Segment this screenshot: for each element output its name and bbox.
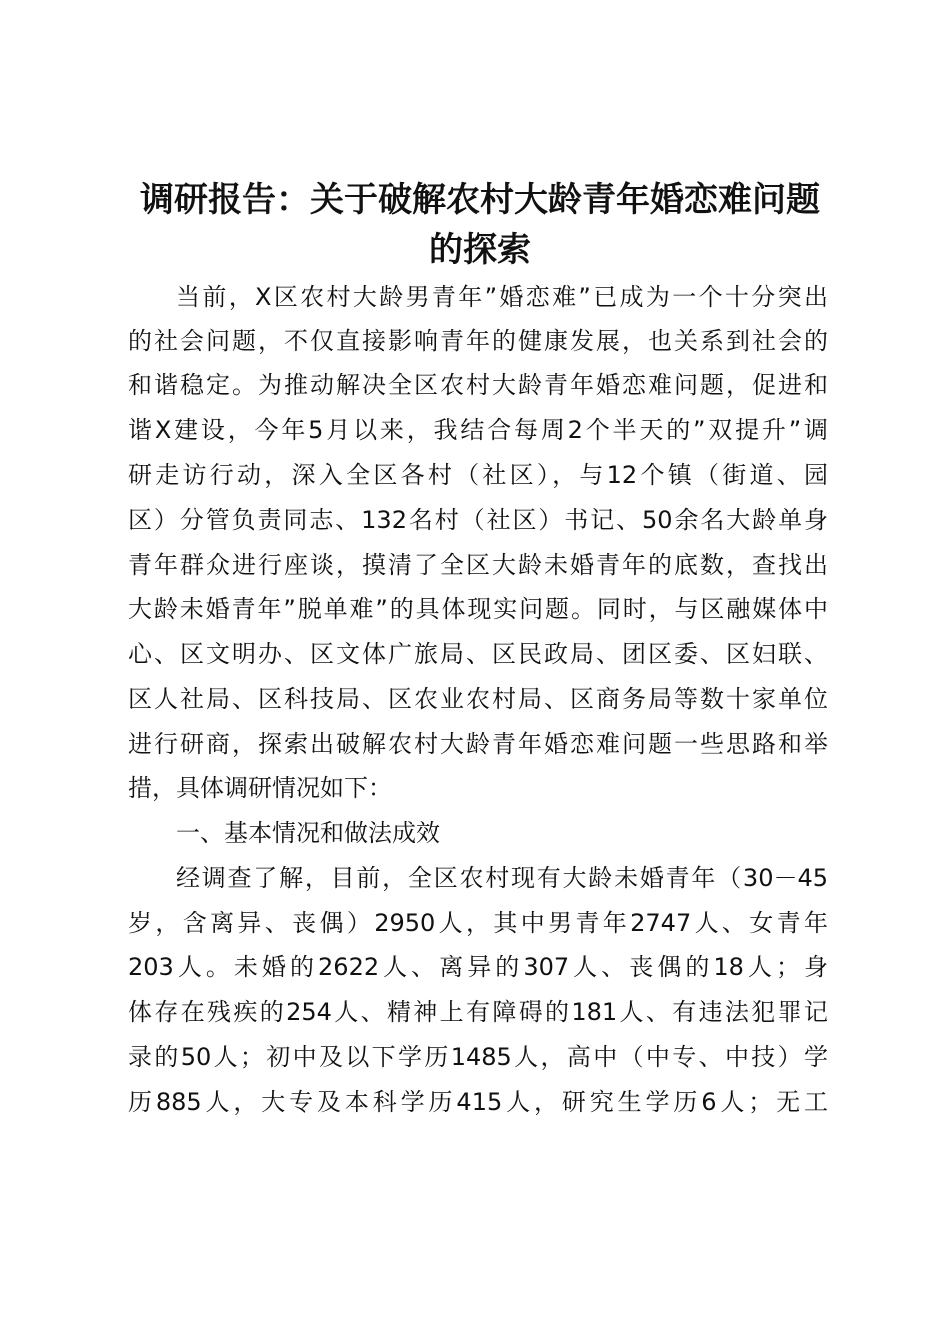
- body-line-19: 历885人，大专及本科学历415人，研究生学历6人；无工: [128, 1088, 828, 1116]
- document-title-line-2: 的探索: [429, 230, 531, 270]
- body-line-18: 录的50人；初中及以下学历1485人，高中（中专、中技）学: [128, 1043, 828, 1071]
- body-line-12: 措，具体调研情况如下：: [128, 774, 392, 802]
- body-line-5: 研走访行动，深入全区各村（社区），与12个镇（街道、园: [128, 461, 828, 489]
- body-line-10: 区人社局、区科技局、区农业农村局、区商务局等数十家单位: [128, 685, 828, 713]
- body-line-8: 大龄未婚青年”脱单难”的具体现实问题。同时，与区融媒体中: [128, 595, 828, 623]
- body-line-11: 进行研商，探索出破解农村大龄青年婚恋难问题一些思路和举: [128, 730, 828, 758]
- body-line-7: 青年群众进行座谈，摸清了全区大龄未婚青年的底数，查找出: [128, 551, 828, 579]
- body-line-17: 体存在残疾的254人、精神上有障碍的181人、有违法犯罪记: [128, 998, 828, 1026]
- section-heading: 一、基本情况和做法成效: [176, 819, 440, 847]
- body-line-2: 的社会问题，不仅直接影响青年的健康发展，也关系到社会的: [128, 327, 828, 355]
- body-line-6: 区）分管负责同志、132名村（社区）书记、50余名大龄单身: [128, 506, 828, 534]
- body-line-16: 203人。未婚的2622人、离异的307人、丧偶的18人；身: [128, 953, 828, 981]
- body-line-1: 当前，X区农村大龄男青年”婚恋难”已成为一个十分突出: [176, 283, 828, 311]
- body-line-9: 心、区文明办、区文体广旅局、区民政局、团区委、区妇联、: [128, 640, 828, 668]
- body-line-3: 和谐稳定。为推动解决全区农村大龄青年婚恋难问题，促进和: [128, 371, 828, 399]
- body-line-14: 经调查了解，目前，全区农村现有大龄未婚青年（30－45: [176, 864, 828, 892]
- body-line-15: 岁，含离异、丧偶）2950人，其中男青年2747人、女青年: [128, 909, 828, 937]
- body-line-4: 谐X建设，今年5月以来，我结合每周2个半天的”双提升”调: [128, 416, 828, 444]
- document-title-line-1: 调研报告：关于破解农村大龄青年婚恋难问题: [140, 180, 820, 220]
